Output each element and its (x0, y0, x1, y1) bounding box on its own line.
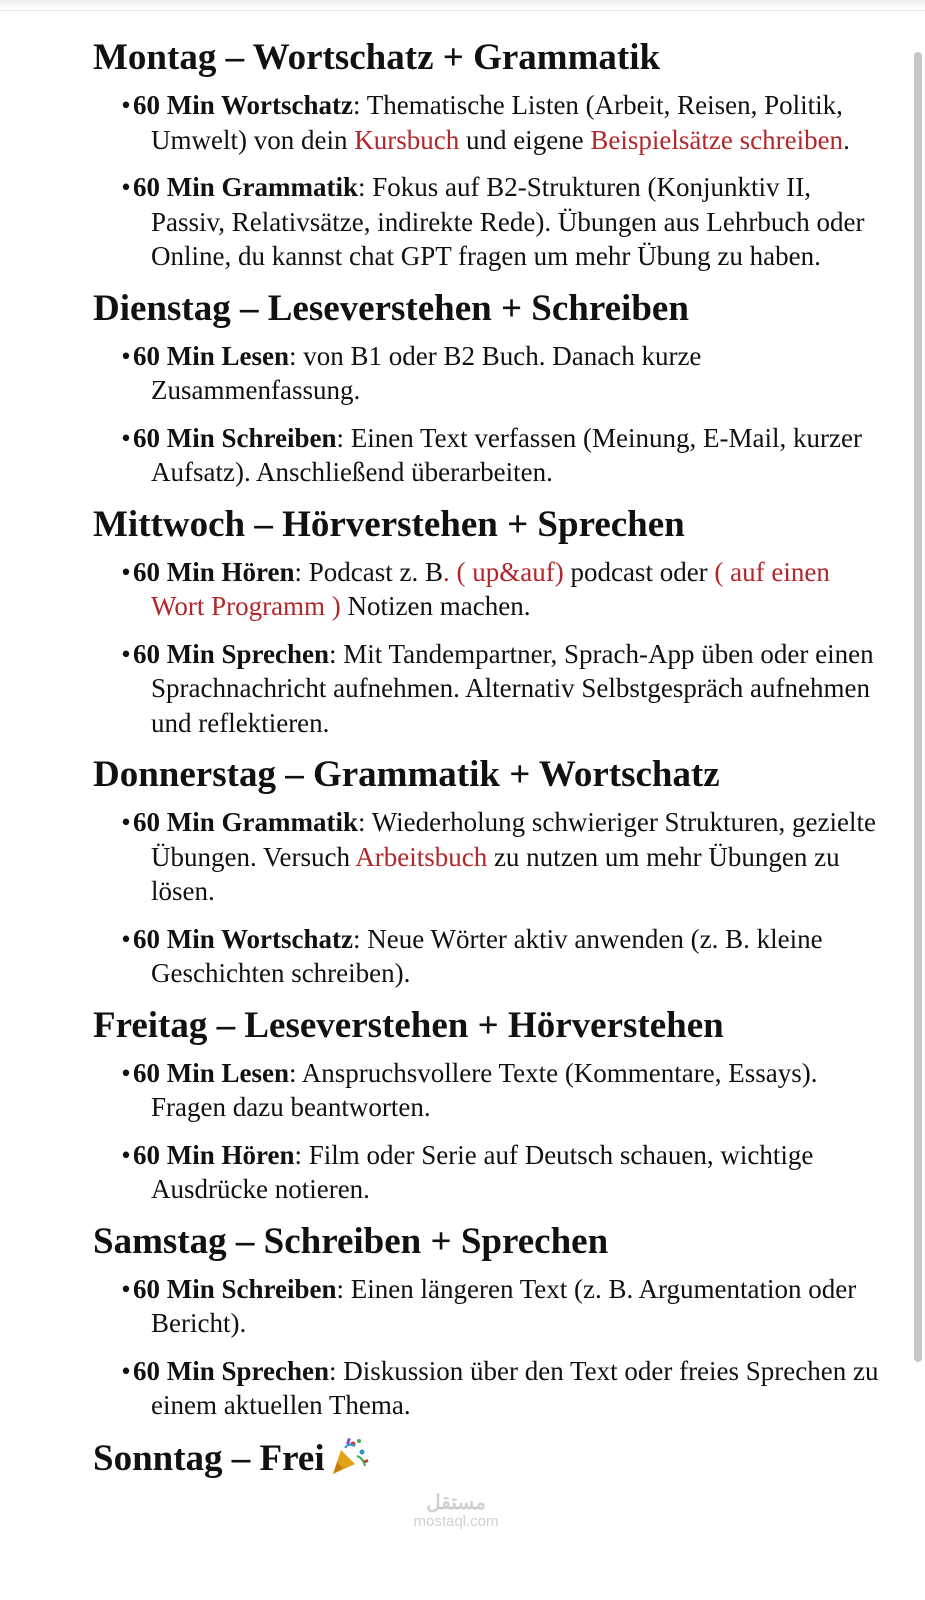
task-lead: 60 Min Lesen (133, 1057, 290, 1088)
task-lead: 60 Min Sprechen (133, 638, 330, 669)
day-heading-montag: Montag – Wortschatz + Grammatik (93, 37, 661, 78)
task-text: und eigene (459, 124, 591, 155)
task-item (93, 339, 883, 408)
task-text: : Einen Text verfassen (Meinung, E-Mail, kurzer Aufsatz). Anschließend überarbeiten. (151, 422, 862, 487)
highlight-text: Kursbuch (354, 124, 460, 155)
task-lead: 60 Min Wortschatz (133, 90, 353, 120)
bullet: • (121, 1355, 131, 1386)
day-section-donnerstag (93, 753, 883, 991)
bullet: • (121, 340, 131, 371)
bullet: • (121, 638, 131, 669)
task-lead: 60 Min Hören (133, 1139, 295, 1170)
task-list-dienstag (93, 339, 883, 490)
day-heading-samstag: Samstag – Schreiben + Sprechen (93, 1220, 609, 1262)
task-text: : Podcast z. B (294, 556, 443, 587)
bullet: • (121, 422, 131, 453)
day-section-freitag (93, 1004, 883, 1207)
task-item (93, 922, 883, 991)
task-text: : Einen längeren Text (z. B. Argumentation oder Bericht). (151, 1273, 857, 1338)
highlight-text: Arbeitsbuch (355, 841, 488, 872)
task-text: : von B1 oder B2 Buch. Danach kurze Zusammenfassung. (151, 340, 702, 405)
highlight-text: ( auf einen Wort Programm ) (151, 556, 830, 621)
task-list-donnerstag (93, 805, 883, 991)
day-heading-donnerstag: Donnerstag – Grammatik + Wortschatz (93, 754, 720, 795)
scrollbar[interactable] (914, 52, 922, 1362)
watermark-arabic: مستقل (426, 1492, 486, 1514)
task-text: : Wiederholung schwieriger Strukturen, gezielte Übungen. Versuch (151, 807, 876, 872)
task-item (93, 1138, 883, 1207)
task-text: : Neue Wörter aktiv anwenden (z. B. kleine Geschichten schreiben). (151, 923, 823, 988)
bullet: • (121, 1273, 131, 1304)
task-text: . (843, 124, 850, 155)
task-lead: 60 Min Hören (133, 556, 295, 587)
day-heading-mittwoch: Mittwoch – Hörverstehen + Sprechen (93, 503, 685, 545)
bullet: • (121, 923, 131, 954)
day-heading-sonntag-text: Sonntag – Frei (93, 1437, 325, 1479)
task-list-freitag (93, 1056, 883, 1207)
task-item (93, 170, 883, 274)
task-item (93, 1354, 883, 1423)
top-edge (0, 0, 925, 11)
task-lead: 60 Min Sprechen (133, 1355, 330, 1386)
task-item (93, 421, 883, 490)
task-list-montag (93, 88, 883, 274)
task-list-mittwoch (93, 555, 883, 741)
day-section-dienstag (93, 287, 883, 490)
task-item (93, 555, 883, 624)
party-popper-icon (329, 1436, 369, 1476)
task-lead: 60 Min Wortschatz (133, 923, 353, 954)
task-text: : Thematische Listen (Arbeit, Reisen, Politik, Umwelt) von dein (151, 90, 843, 155)
task-list-samstag (93, 1272, 883, 1423)
bullet: • (121, 90, 131, 120)
task-text: : Diskussion über den Text oder freies Sprechen zu einem aktuellen Thema. (151, 1355, 879, 1420)
bullet: • (121, 807, 131, 837)
bullet: • (121, 1057, 131, 1088)
bullet: • (121, 172, 131, 202)
bullet: • (121, 556, 131, 587)
task-item (93, 88, 883, 157)
day-section-samstag (93, 1220, 883, 1423)
task-text: : Anspruchsvollere Texte (Kommentare, Essays). Fragen dazu beantworten. (151, 1057, 818, 1122)
task-text: zu nutzen um mehr Übungen zu lösen. (151, 841, 840, 906)
task-text: Notizen machen. (340, 591, 531, 621)
task-text: : Mit Tandempartner, Sprach-App üben oder einen Sprachnachricht aufnehmen. Alternativ Selbstgespräch aufnehmen und reflektieren. (151, 638, 874, 738)
watermark-url: mostaql.com (413, 1513, 499, 1530)
task-item (93, 1056, 883, 1125)
task-lead: 60 Min Schreiben (133, 422, 337, 453)
day-section-sonntag (93, 1436, 883, 1481)
task-text: : Film oder Serie auf Deutsch schauen, wichtige Ausdrücke notieren. (151, 1139, 814, 1204)
watermark (396, 1492, 516, 1530)
document-body (93, 36, 883, 1489)
task-lead: 60 Min Schreiben (133, 1273, 337, 1304)
day-heading-dienstag: Dienstag – Leseverstehen + Schreiben (93, 287, 689, 329)
task-lead: 60 Min Lesen (133, 340, 290, 371)
task-item (93, 805, 883, 909)
task-item (93, 637, 883, 741)
highlight-text: Beispielsätze schreiben (590, 124, 844, 155)
task-lead: 60 Min Grammatik (133, 807, 358, 837)
day-section-montag (93, 36, 883, 274)
day-section-mittwoch (93, 503, 883, 741)
day-heading-freitag: Freitag – Leseverstehen + Hörverstehen (93, 1004, 724, 1046)
task-item (93, 1272, 883, 1341)
task-text: podcast oder (563, 556, 715, 587)
task-text: : Fokus auf B2-Strukturen (Konjunktiv II, Passiv, Relativsätze, indirekte Rede). Übungen aus Lehrbuch oder Online, du kannst chat GPT fragen um mehr Übung zu haben. (151, 172, 865, 271)
bullet: • (121, 1139, 131, 1170)
task-lead: 60 Min Grammatik (133, 172, 358, 202)
day-heading-sonntag (93, 1436, 883, 1481)
highlight-text: . ( up&auf) (443, 556, 564, 587)
